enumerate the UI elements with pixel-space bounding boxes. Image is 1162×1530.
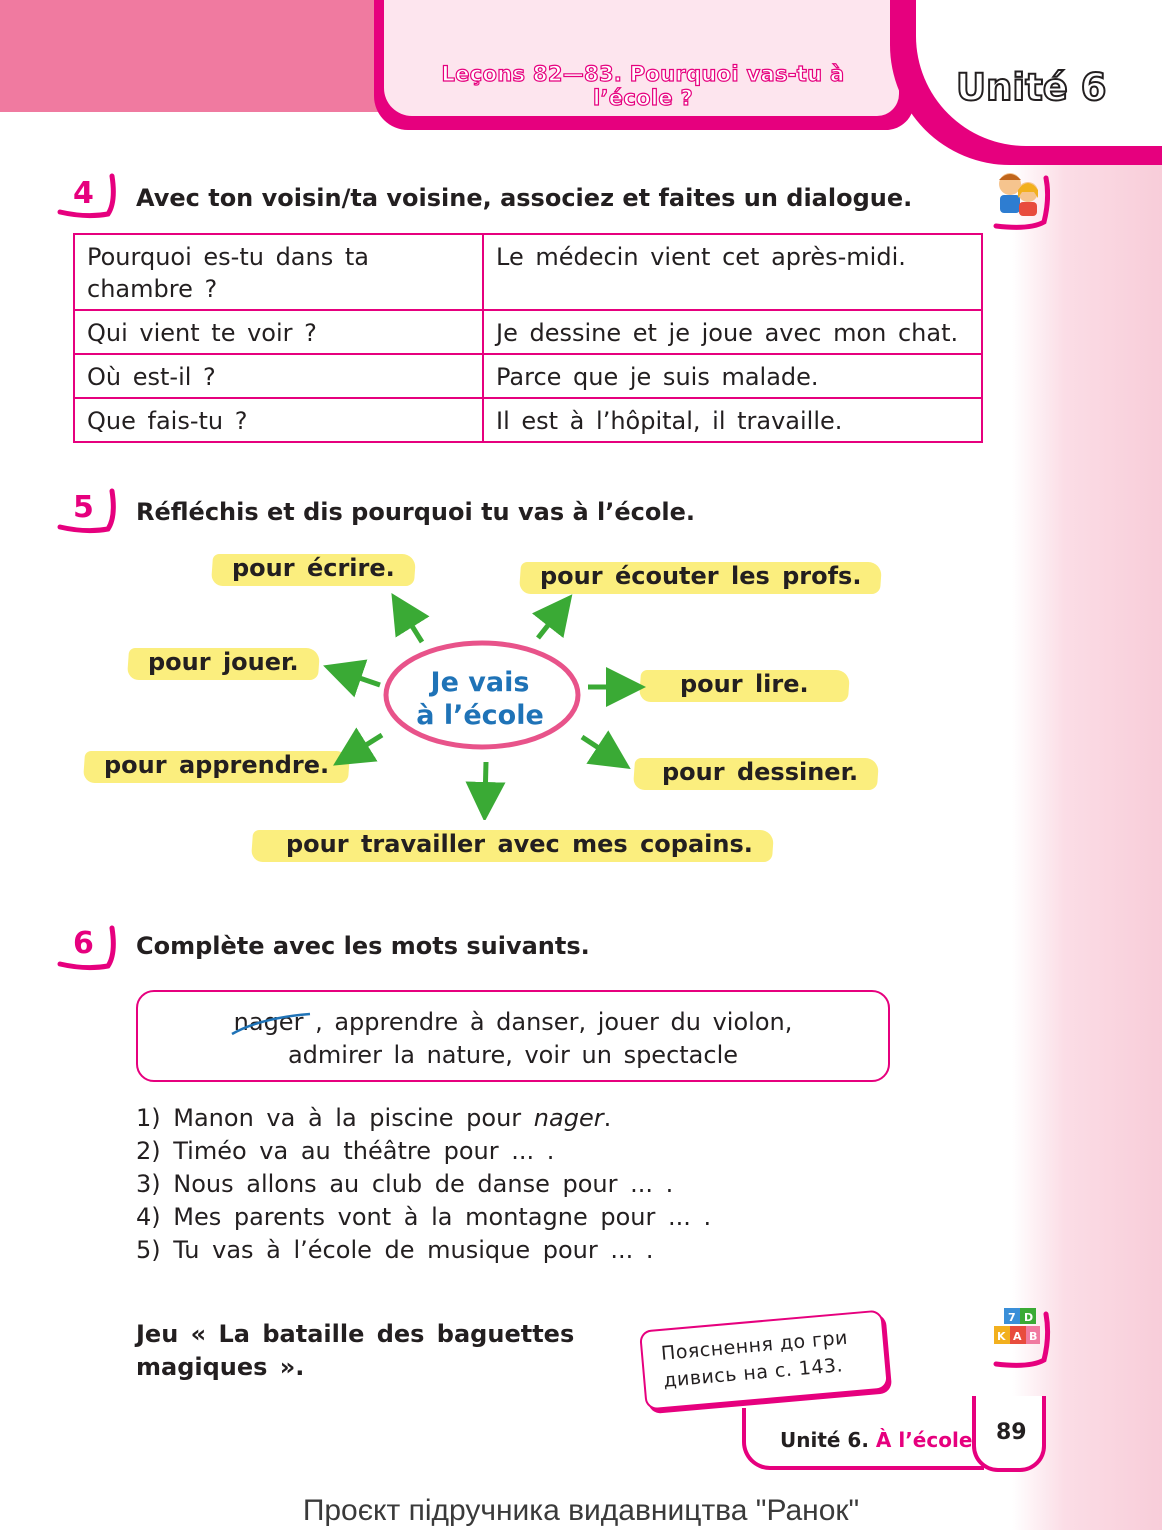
game-title-line: magiques ». <box>136 1353 305 1381</box>
footer-unit-prefix: Unité 6. <box>780 1428 869 1452</box>
reason-text: pour apprendre. <box>104 751 330 779</box>
reason-highlight <box>252 824 773 864</box>
reason-text: pour travailler avec mes copains. <box>286 830 753 858</box>
exercise-number: 4 <box>73 176 94 211</box>
reason-highlight <box>212 548 415 588</box>
reason-highlight <box>520 556 881 596</box>
exercise-title: Avec ton voisin/ta voisine, associez et faites un dialogue. <box>136 184 913 212</box>
answer-cell: Il est à l’hôpital, il travaille. <box>483 398 982 442</box>
reason-text: pour écrire. <box>232 554 395 582</box>
question-cell: Où est-il ? <box>74 354 483 398</box>
sentence-text: 1) Manon va à la piscine pour <box>136 1104 534 1132</box>
table-row <box>74 234 982 310</box>
reason-text: pour jouer. <box>148 648 299 676</box>
block-letter: K <box>997 1330 1006 1343</box>
struck-word-text: nager <box>233 1008 304 1036</box>
question-cell: Qui vient te voir ? <box>74 310 483 354</box>
sentence: 5) Tu vas à l’école de musique pour ... . <box>136 1236 654 1264</box>
answer-cell: Je dessine et je joue avec mon chat. <box>483 310 982 354</box>
header-band <box>0 0 390 112</box>
block-letter: D <box>1024 1311 1034 1324</box>
page-number: 89 <box>996 1420 1027 1445</box>
sentence <box>136 1104 611 1132</box>
question-cell: Que fais-tu ? <box>74 398 483 442</box>
mind-map-center <box>400 666 560 732</box>
sentence-suffix: . <box>603 1104 612 1132</box>
arrow-left <box>342 672 380 685</box>
reason-highlight <box>640 664 849 704</box>
center-line: à l’école <box>416 700 544 731</box>
exercise-title: Réfléchis et dis pourquoi tu vas à l’école. <box>136 498 695 526</box>
reason-text: pour écouter les profs. <box>540 562 862 590</box>
sentence-answer: nager <box>533 1104 604 1132</box>
lesson-title: Leçons 82—83. Pourquoi vas-tu à l’école ? <box>441 62 845 110</box>
unit-label: Unité 6 <box>956 66 1107 109</box>
exercise-title: Complète avec les mots suivants. <box>136 932 590 960</box>
note-line: дивись на с. 143. <box>662 1354 844 1392</box>
block-letter: 7 <box>1008 1311 1016 1324</box>
reason-text: pour lire. <box>680 670 809 698</box>
reason-text: pour dessiner. <box>662 758 859 786</box>
table-row <box>74 354 982 398</box>
arrow-down-left <box>350 735 382 755</box>
question-cell: Pourquoi es-tu dans ta chambre ? <box>74 234 483 310</box>
answer-cell: Parce que je suis malade. <box>483 354 982 398</box>
exercise-number: 5 <box>73 490 94 525</box>
reason-highlight <box>128 642 319 682</box>
block-letter: B <box>1029 1330 1038 1343</box>
exercise-number: 6 <box>73 926 94 961</box>
arrow-up-right <box>538 610 560 638</box>
center-line: Je vais <box>430 667 530 698</box>
note-line: Пояснення до гри <box>660 1326 849 1365</box>
game-title-line: Jeu « La bataille des baguettes <box>136 1320 575 1348</box>
game-title <box>136 1318 576 1384</box>
pair-work-icon <box>990 168 1050 230</box>
matching-table <box>73 233 983 443</box>
sentence: 4) Mes parents vont à la montagne pour ... . <box>136 1203 712 1231</box>
sentence: 2) Timéo va au théâtre pour ... . <box>136 1137 555 1165</box>
game-note-text <box>660 1325 851 1395</box>
reason-highlight <box>84 745 349 785</box>
arrow-down <box>485 762 486 802</box>
strike-mark <box>230 1012 314 1038</box>
block-letter: A <box>1013 1330 1022 1343</box>
game-note-card <box>639 1310 889 1411</box>
word-bank-line <box>136 1008 890 1036</box>
publisher-caption: Проєкт підручника видавництва "Ранок" <box>302 1494 860 1527</box>
table-row <box>74 398 982 442</box>
reason-highlight <box>634 752 878 792</box>
footer-unit-name: À l’école <box>875 1428 973 1452</box>
table-row <box>74 310 982 354</box>
arrow-down-right <box>582 737 614 758</box>
arrow-up-left <box>402 610 422 642</box>
struck-word <box>234 1008 315 1036</box>
word-bank-rest: , apprendre à danser, jouer du violon, <box>315 1008 793 1036</box>
sentence: 3) Nous allons au club de danse pour ... . <box>136 1170 674 1198</box>
footer-unit-label <box>780 1428 972 1452</box>
answer-cell: Le médecin vient cet après-midi. <box>483 234 982 310</box>
word-bank-line: admirer la nature, voir un spectacle <box>287 1041 739 1069</box>
game-blocks-icon <box>990 1304 1052 1368</box>
